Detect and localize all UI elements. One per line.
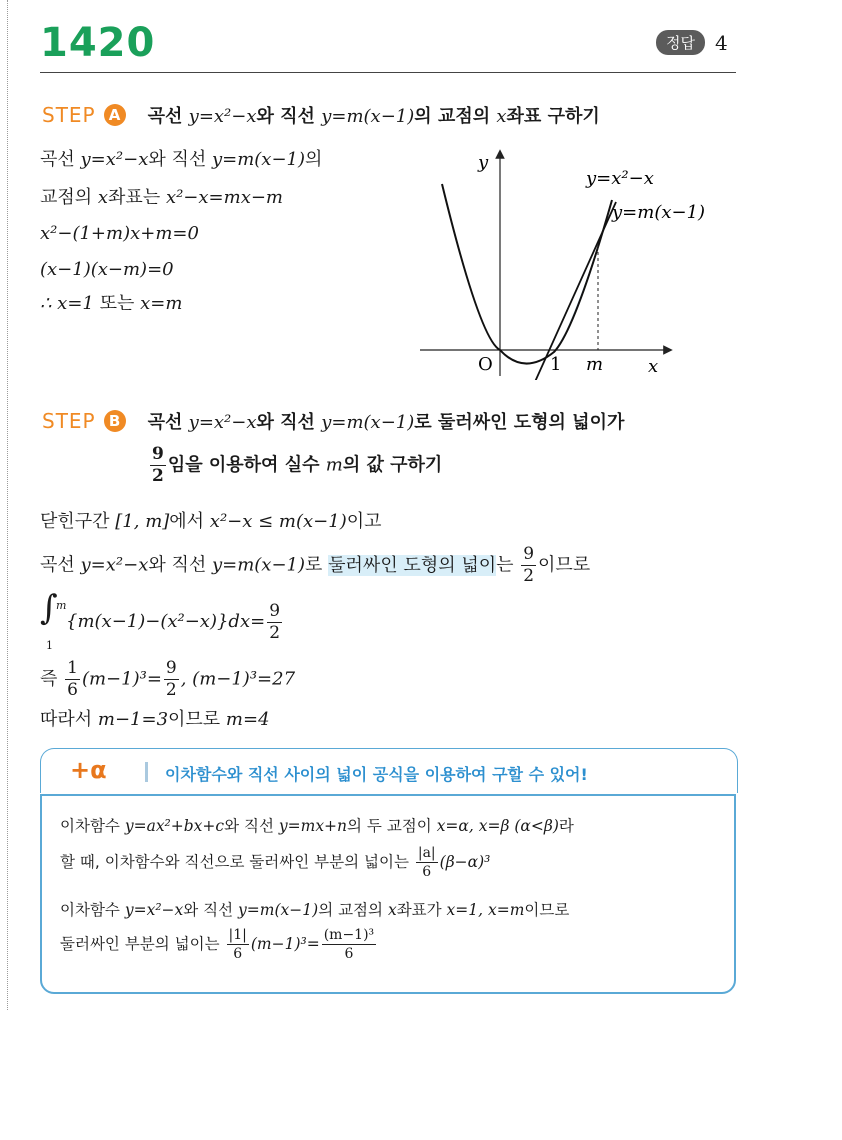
text: 또는 xyxy=(93,293,141,314)
tip-line-3 xyxy=(60,898,569,920)
fraction xyxy=(65,660,80,699)
text: 의 xyxy=(305,149,323,170)
step-b-badge: B xyxy=(104,410,126,432)
text: 임을 이용하여 실수 xyxy=(167,454,326,476)
text: 닫힌구간 xyxy=(40,511,116,532)
fraction xyxy=(267,600,282,643)
math: [1, m] xyxy=(115,511,170,532)
text: 와 직선 xyxy=(256,412,322,433)
text: 좌표가 xyxy=(396,901,447,919)
math: , (m−1)³=27 xyxy=(180,668,296,690)
step-b-line-5 xyxy=(40,708,270,732)
math: y=m(x−1) xyxy=(321,106,415,127)
text: 이고 xyxy=(346,511,382,532)
fraction xyxy=(164,660,179,699)
step-label: STEP xyxy=(42,103,96,127)
math: x²−x ≤ m(x−1) xyxy=(209,511,347,532)
tip-line-1 xyxy=(60,814,574,836)
step-a-line-1 xyxy=(40,148,322,172)
text: 에서 xyxy=(169,511,210,532)
text: 좌표 구하기 xyxy=(506,106,600,127)
text: 즉 xyxy=(40,668,64,690)
math: y=mx+n xyxy=(278,817,348,835)
text: 이므로 xyxy=(168,709,226,730)
math: x=1, x=m xyxy=(446,901,525,919)
fraction xyxy=(227,928,249,961)
numerator: 9 xyxy=(152,444,164,464)
math: y=x²−x xyxy=(80,554,149,576)
numerator: 9 xyxy=(523,544,535,564)
denominator: 2 xyxy=(152,466,164,486)
math: y=x²−x xyxy=(124,901,184,919)
line-label: y=m(x−1) xyxy=(612,202,706,223)
tip-divider xyxy=(145,762,148,782)
numerator: (m−1)³ xyxy=(323,927,375,943)
math: y=m(x−1) xyxy=(238,901,319,919)
text: 이므로 xyxy=(524,901,570,919)
math: (β−α)³ xyxy=(439,853,491,871)
text: 둘러싸인 부분의 넓이는 xyxy=(60,935,225,953)
numerator: 9 xyxy=(269,600,281,621)
numerator: |a| xyxy=(417,845,436,861)
tick-m-label: m xyxy=(586,354,604,375)
text: 곡선 xyxy=(147,106,189,127)
text: 이차함수 xyxy=(60,901,125,919)
straight-line xyxy=(534,202,616,380)
math: y=x²−x xyxy=(80,149,149,170)
step-a-line-3: x²−(1+m)x+m=0 xyxy=(40,223,199,244)
integral-upper-limit: m xyxy=(56,599,67,612)
text: 의 두 교점이 xyxy=(347,817,437,835)
text: 곡선 xyxy=(40,149,81,170)
math: x xyxy=(97,187,109,208)
plus-alpha-icon: +α xyxy=(70,756,107,784)
denominator: 6 xyxy=(233,946,243,962)
step-b-line-3 xyxy=(40,588,284,652)
math: x xyxy=(496,106,507,127)
math: x²−x=mx−m xyxy=(165,187,283,208)
math: y=m(x−1) xyxy=(211,149,306,170)
math: m−1=3 xyxy=(97,709,169,730)
math: ∴ x=1 xyxy=(40,293,94,314)
fraction xyxy=(521,546,536,585)
text: 의 교점의 xyxy=(318,901,388,919)
problem-number: 1420 xyxy=(40,20,156,66)
math: y=m(x−1) xyxy=(211,554,306,576)
step-b-line-2 xyxy=(40,546,590,585)
math: (m−1)³= xyxy=(81,668,162,690)
text: 의 교점의 xyxy=(414,106,497,127)
tip-line-4 xyxy=(60,928,378,961)
text: 곡선 xyxy=(147,412,189,433)
step-a-title xyxy=(148,102,600,128)
step-a-line-5 xyxy=(40,292,182,316)
text: 할 때, 이차함수와 직선으로 둘러싸인 부분의 넓이는 xyxy=(60,853,414,871)
denominator: 2 xyxy=(165,680,177,700)
tip-title: 이차함수와 직선 사이의 넓이 공식을 이용하여 구할 수 있어! xyxy=(165,765,588,784)
text: 따라서 xyxy=(40,709,98,730)
denominator: 6 xyxy=(344,946,354,962)
page-margin-guide xyxy=(7,0,8,1010)
fraction xyxy=(416,846,438,879)
header-divider xyxy=(40,72,736,73)
answer-value: 4 xyxy=(714,30,728,55)
step-b-heading xyxy=(42,408,624,434)
integral-lower-limit: 1 xyxy=(46,639,53,652)
step-a-line-4: (x−1)(x−m)=0 xyxy=(40,259,174,280)
text: 와 직선 xyxy=(183,901,239,919)
math: m=4 xyxy=(225,709,270,730)
math: y=x²−x xyxy=(188,412,257,433)
curve-label: y=x²−x xyxy=(586,168,654,189)
denominator: 2 xyxy=(523,566,535,586)
tip-line-2 xyxy=(60,846,490,879)
step-a-line-2 xyxy=(40,186,283,210)
numerator: 1 xyxy=(67,658,78,678)
fraction xyxy=(150,446,166,485)
denominator: 6 xyxy=(422,864,432,880)
origin-label: O xyxy=(478,354,493,375)
step-b-line-1 xyxy=(40,510,382,534)
text: 로 둘러싸인 도형의 넓이가 xyxy=(414,412,625,433)
math: (m−1)³= xyxy=(250,935,320,953)
answer-badge: 정답 xyxy=(656,30,705,55)
text: 곡선 xyxy=(40,554,81,576)
text: 는 xyxy=(496,554,520,576)
text: 이차함수 xyxy=(60,817,125,835)
step-b-line-4 xyxy=(40,660,295,699)
text: 라 xyxy=(558,817,574,835)
math: y=x²−x xyxy=(188,106,257,127)
text: 의 값 구하기 xyxy=(342,454,443,476)
math: y=m(x−1) xyxy=(321,412,415,433)
y-axis-label: y xyxy=(478,152,489,173)
numerator: 9 xyxy=(165,658,177,678)
text: 와 직선 xyxy=(224,817,279,835)
text: 와 직선 xyxy=(256,106,322,127)
text: 와 직선 xyxy=(148,554,212,576)
text: 와 직선 xyxy=(148,149,212,170)
step-label: STEP xyxy=(42,409,96,433)
math: m xyxy=(325,454,343,476)
text: 좌표는 xyxy=(108,187,166,208)
math: y=ax²+bx+c xyxy=(124,817,225,835)
step-a-heading xyxy=(42,102,600,128)
numerator: |1| xyxy=(228,927,247,943)
math: x=α, x=β (α<β) xyxy=(436,817,559,835)
denominator: 2 xyxy=(269,622,281,643)
math: x xyxy=(387,901,397,919)
fraction xyxy=(322,928,376,961)
x-axis-label: x xyxy=(648,356,659,377)
answer-section xyxy=(656,30,728,55)
step-a-badge: A xyxy=(104,104,126,126)
highlighted-text: 둘러싸인 도형의 넓이 xyxy=(328,554,497,576)
text: 이므로 xyxy=(538,554,591,576)
denominator: 6 xyxy=(67,680,78,700)
integral-sign xyxy=(40,588,67,652)
parabola-line-graph xyxy=(420,140,740,380)
text: 교점의 xyxy=(40,187,98,208)
text: 로 xyxy=(305,554,329,576)
step-b-title-line-2 xyxy=(148,446,442,485)
integral-symbol: ∫ xyxy=(40,588,58,628)
integrand: {m(x−1)−(x²−x)}dx= xyxy=(66,611,266,632)
step-b-title xyxy=(148,408,625,434)
math: x=m xyxy=(140,293,183,314)
tick-1-label: 1 xyxy=(550,354,562,375)
